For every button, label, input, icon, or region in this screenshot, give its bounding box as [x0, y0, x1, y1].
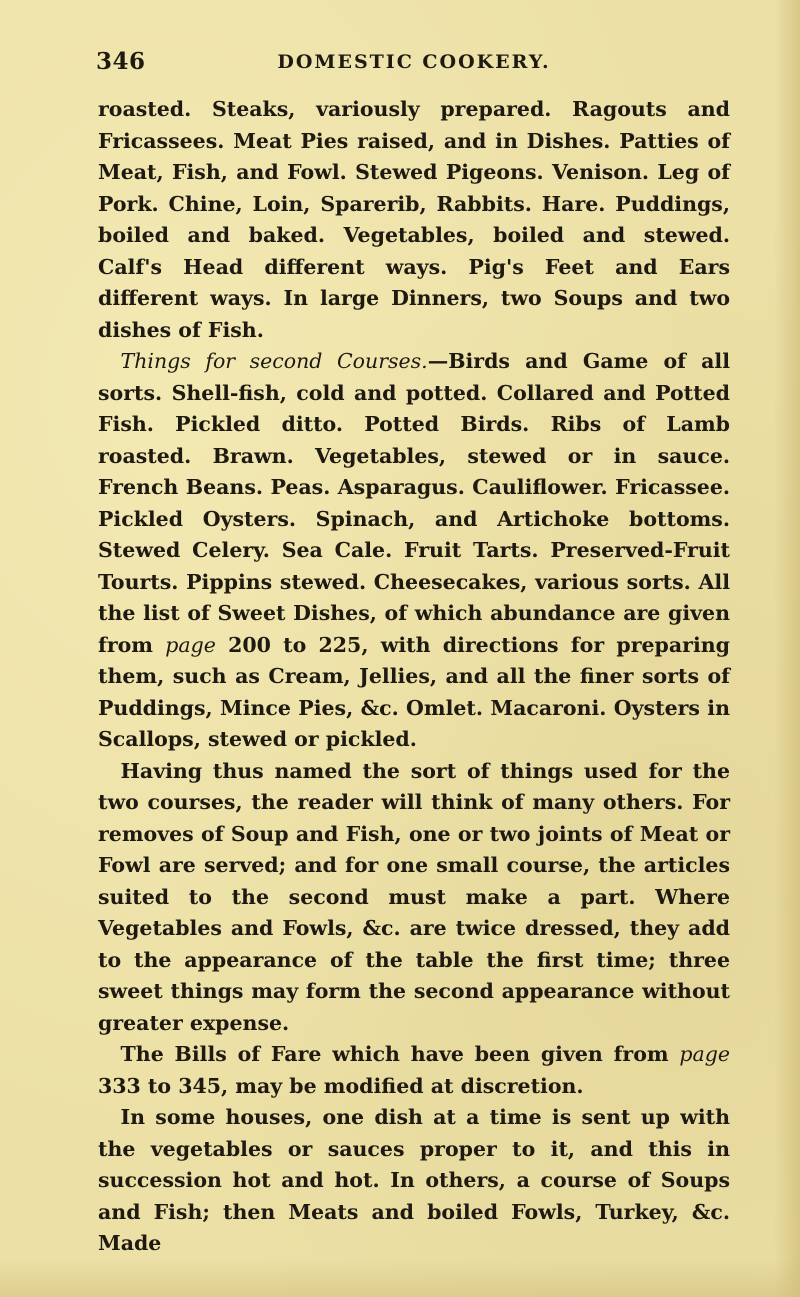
paragraph-text-continued: 200 to 225, with directions for preparing them, such as Cream, Jellies, and all the finer sorts of Puddings, Mince Pies, &c. Omlet. Macaroni. Oysters in Scallops, stewed or pickled. — [98, 632, 730, 751]
paragraph-text: —Birds and Game of all sorts. Shell-fish, cold and potted. Collared and Potted Fish. Pickled ditto. Potted Birds. Ribs of Lamb roasted. Brawn. Vegetables, stewed or in sauce. French Beans. Peas. Asparagus. Cauliflower. Fricassee. Pickled Oysters. Spinach, and Artichoke bottoms. Stewed Celery. Sea Cale. Fruit Tarts. Preserved-Fruit Tourts. Pippins stewed. Cheesecakes, various sorts. All the list of Sweet Dishes, of which abundance are given from — [98, 349, 731, 657]
paragraph-serving-order — [98, 1102, 730, 1260]
paragraph-second-courses — [98, 346, 730, 756]
running-head: DOMESTIC COOKERY. — [277, 51, 551, 73]
section-lead-heading: Things for second Courses. — [120, 349, 428, 373]
paragraph-text: The Bills of Fare which have been given from — [120, 1042, 680, 1066]
paragraph-first-courses — [98, 94, 730, 346]
page-number: 346 — [96, 48, 146, 75]
paragraph-text: In some houses, one dish at a time is sent up with the vegetables or sauces proper to it, and this in succession hot and hot. In others, a course of Soups and Fish; then Meats and boiled Fowls, Turkey, &c. Made — [98, 1105, 730, 1255]
body-text — [98, 94, 730, 1260]
book-page — [98, 48, 730, 1260]
paragraph-bills-of-fare — [98, 1039, 730, 1102]
page-header — [98, 48, 730, 82]
paragraph-text-continued: 333 to 345, may be modified at discretion. — [98, 1073, 584, 1098]
page-edge-shadow — [774, 0, 800, 1297]
paragraph-text: Having thus named the sort of things used for the two courses, the reader will think of many others. For removes of Soup and Fish, one or two joints of Meat or Fowl are served; and for one small course, the articles suited to the second must make a part. Where Vegetables and Fowls, &c. are twice dressed, they add to the appearance of the table the first time; three sweet things may form the second appearance without greater expense. — [98, 758, 730, 1035]
paragraph-text: roasted. Steaks, variously prepared. Ragouts and Fricassees. Meat Pies raised, and in Dishes. Patties of Meat, Fish, and Fowl. Stewed Pigeons. Venison. Leg of Pork. Chine, Loin, Sparerib, Rabbits. Hare. Puddings, boiled and baked. Vegetables, boiled and stewed. Calf's Head different ways. Pig's Feet and Ears different ways. In large Dinners, two Soups and two dishes of Fish. — [98, 97, 730, 342]
italic-word: page — [165, 632, 216, 657]
paragraph-courses-note — [98, 756, 730, 1040]
page-bottom-shadow — [0, 1259, 800, 1297]
italic-word: page — [679, 1042, 730, 1066]
